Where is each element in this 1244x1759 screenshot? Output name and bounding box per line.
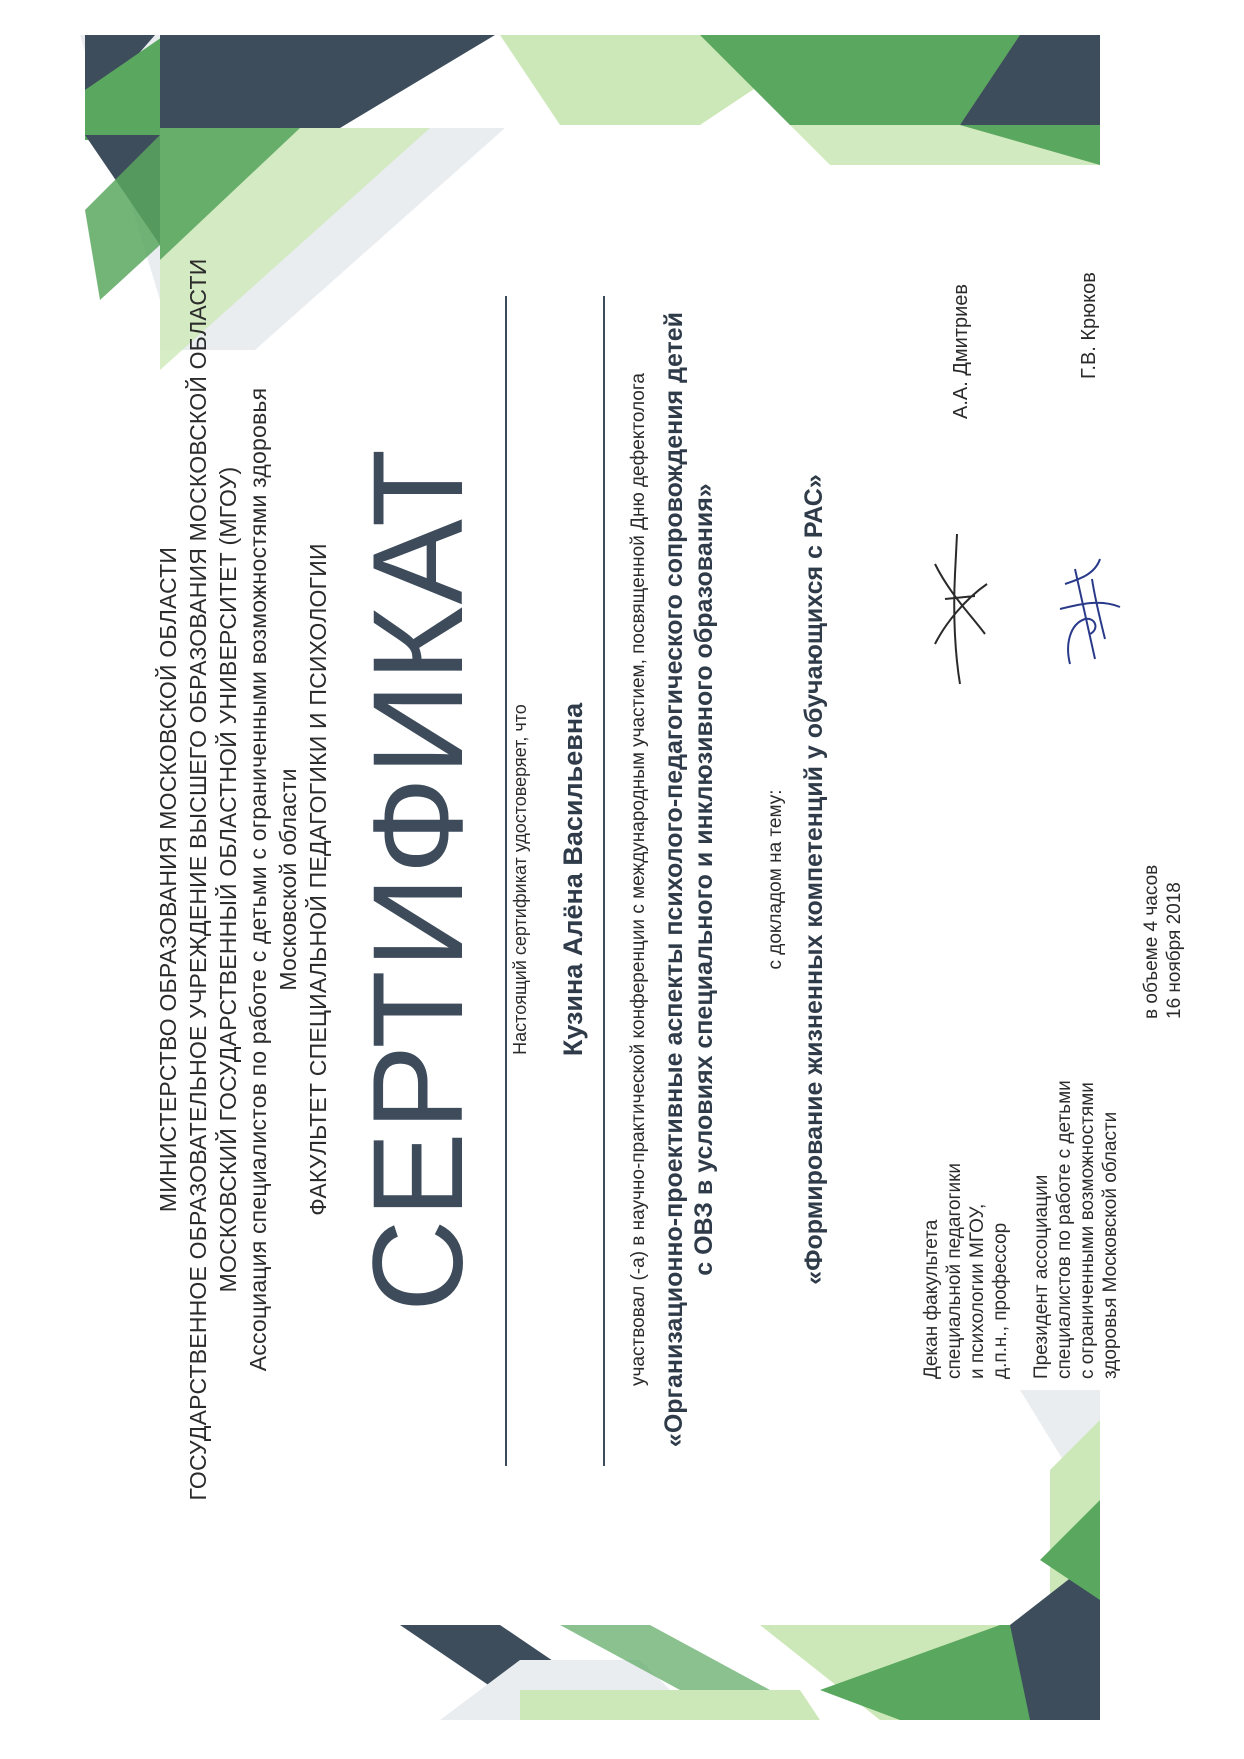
- participation-text: участвовал (-а) в научно-практической конференции с международным участием, посвященной Дню дефектолога: [628, 373, 649, 1386]
- dean-role-line: специальной педагогики: [944, 1163, 965, 1379]
- dean-name: А.А. Дмитриев: [950, 283, 972, 419]
- dean-role-line: Декан факультета: [921, 1219, 942, 1379]
- date-text: 16 ноября 2018: [1164, 882, 1185, 1019]
- footer-block: [1140, 865, 1186, 1019]
- certificate-title: СЕРТИФИКАТ: [347, 446, 490, 1313]
- ministry-line: МИНИСТЕРСТВО ОБРАЗОВАНИЯ МОСКОВСКОЙ ОБЛАСТИ: [155, 546, 181, 1213]
- report-topic: «Формирование жизненных компетенций у обучающихся с РАС»: [800, 474, 828, 1285]
- dean-signature: [915, 524, 995, 694]
- upper-divider: [505, 296, 507, 1466]
- dean-role-line: и психологии МГОУ,: [967, 1203, 988, 1379]
- hours-text: в объеме 4 часов: [1141, 864, 1162, 1019]
- institution-line: ГОСУДАРСТВЕННОЕ ОБРАЗОВАТЕЛЬНОЕ УЧРЕЖДЕНИЕ ВЫСШЕГО ОБРАЗОВАНИЯ МОСКОВСКОЙ ОБЛАСТИ: [185, 258, 211, 1501]
- report-intro: с докладом на тему:: [765, 789, 786, 970]
- recipient-name: Кузина Алёна Васильевна: [558, 702, 588, 1057]
- lower-divider: [603, 296, 605, 1466]
- president-role-line: с ограниченными возможностями: [1077, 1082, 1098, 1379]
- dean-role-line: д.п.н., профессор: [990, 1222, 1011, 1379]
- president-signature: [1040, 539, 1130, 679]
- conference-title-line2: с ОВЗ в условиях специального и инклюзивного образования»: [690, 483, 718, 1276]
- president-name: Г.В. Крюков: [1078, 272, 1100, 379]
- association-line: Ассоциация специалистов по работе с детьми с ограниченными возможностями здоровья: [245, 387, 271, 1372]
- region-line: Московской области: [275, 768, 301, 991]
- dean-role: [920, 1163, 1012, 1379]
- president-role-line: Президент ассоциации: [1031, 1174, 1052, 1379]
- university-line: МОСКОВСКИЙ ГОСУДАРСТВЕННЫЙ ОБЛАСТНОЙ УНИВЕРСИТЕТ (МГОУ): [215, 466, 241, 1293]
- certifies-text: Настоящий сертификат удостоверяет, что: [510, 704, 530, 1055]
- conference-title-line1: «Организационно-проективные аспекты психолого-педагогического сопровождения детей: [660, 311, 688, 1448]
- president-role-line: специалистов по работе с детьми: [1054, 1080, 1075, 1379]
- faculty-line: ФАКУЛЬТЕТ СПЕЦИАЛЬНОЙ ПЕДАГОГИКИ И ПСИХОЛОГИИ: [305, 543, 331, 1216]
- president-role-line: здоровья Московской области: [1100, 1111, 1121, 1379]
- president-role: [1030, 1080, 1122, 1379]
